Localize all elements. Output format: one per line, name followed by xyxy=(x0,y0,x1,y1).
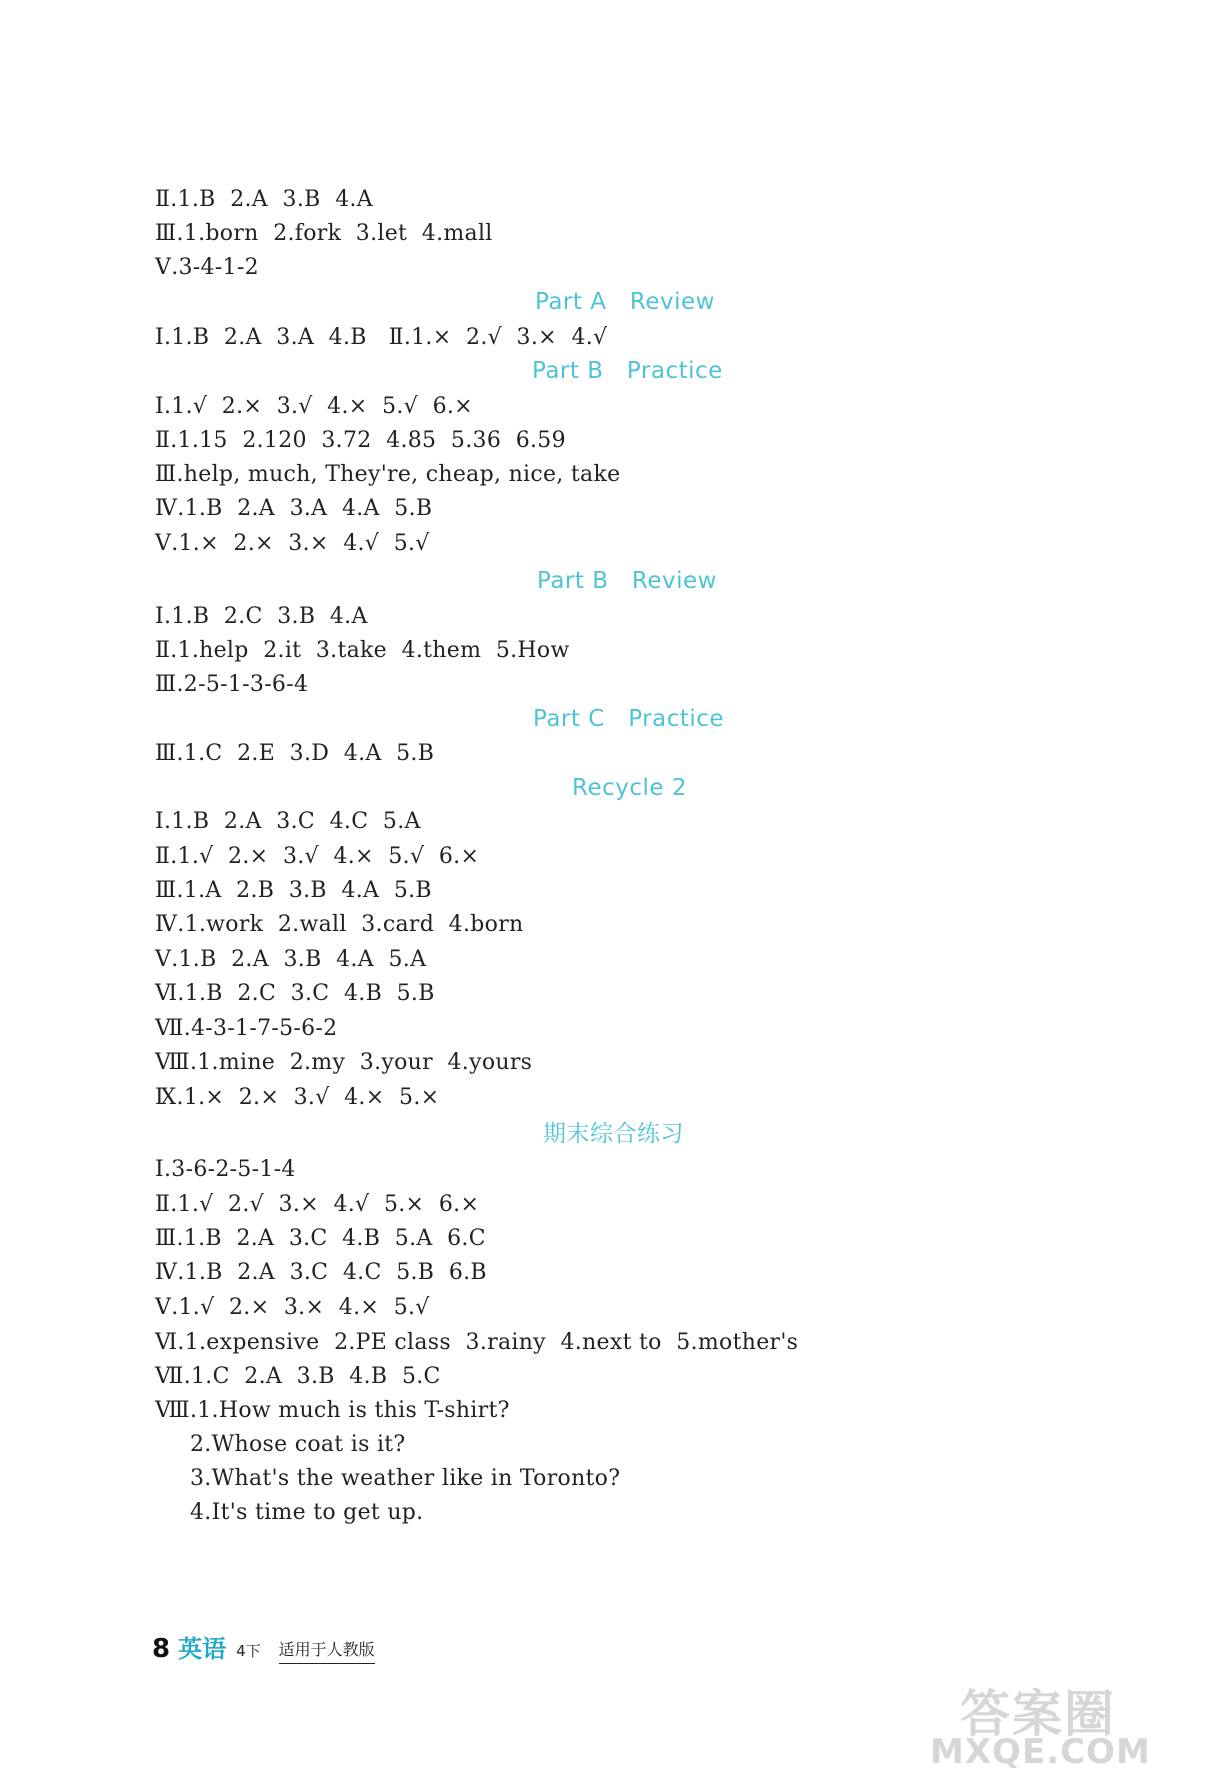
answer-line: Ⅲ.help, much, They're, cheap, nice, take xyxy=(155,462,621,487)
section-heading: 期末综合练习 xyxy=(543,1121,684,1147)
section-heading: Part C Practice xyxy=(533,706,725,732)
answer-line: Ⅰ.3-6-2-5-1-4 xyxy=(155,1157,296,1182)
answer-line: Ⅰ.1.B 2.C 3.B 4.A xyxy=(155,604,368,629)
watermark xyxy=(920,1674,1210,1784)
edition-label: 适用于人教版 xyxy=(279,1637,375,1664)
answer-line: 2.Whose coat is it? xyxy=(190,1432,406,1457)
answer-line: Ⅳ.1.work 2.wall 3.card 4.born xyxy=(155,912,524,937)
answer-line: Ⅴ.1.× 2.× 3.× 4.√ 5.√ xyxy=(155,531,430,556)
answer-line: Ⅲ.1.C 2.E 3.D 4.A 5.B xyxy=(155,741,435,766)
answer-line: Ⅷ.1.mine 2.my 3.your 4.yours xyxy=(155,1050,533,1075)
watermark-logo: 答案圈 xyxy=(960,1685,1116,1743)
answer-line: Ⅰ.1.B 2.A 3.C 4.C 5.A xyxy=(155,809,421,834)
answer-line: Ⅰ.1.B 2.A 3.A 4.B Ⅱ.1.× 2.√ 3.× 4.√ xyxy=(155,325,608,350)
answer-line: Ⅸ.1.× 2.× 3.√ 4.× 5.× xyxy=(155,1085,440,1110)
answer-line: Ⅲ.1.A 2.B 3.B 4.A 5.B xyxy=(155,878,432,903)
answer-line: Ⅴ.1.B 2.A 3.B 4.A 5.A xyxy=(155,947,427,972)
answer-line: Ⅱ.1.15 2.120 3.72 4.85 5.36 6.59 xyxy=(155,428,566,453)
answer-line: Ⅵ.1.expensive 2.PE class 3.rainy 4.next to 5.mother's xyxy=(155,1330,799,1355)
answer-line: Ⅶ.4-3-1-7-5-6-2 xyxy=(155,1016,338,1041)
answer-line: Ⅱ.1.B 2.A 3.B 4.A xyxy=(155,187,373,212)
answer-line: Ⅲ.1.B 2.A 3.C 4.B 5.A 6.C xyxy=(155,1226,486,1251)
grade-label: 4下 xyxy=(236,1642,261,1660)
answer-line: Ⅰ.1.√ 2.× 3.√ 4.× 5.√ 6.× xyxy=(155,394,473,419)
page-number: 8 xyxy=(152,1634,171,1664)
watermark-url: MXQE.COM xyxy=(930,1732,1151,1772)
section-heading: Recycle 2 xyxy=(572,775,687,801)
answer-line: Ⅲ.2-5-1-3-6-4 xyxy=(155,672,309,697)
answer-line: 4.It's time to get up. xyxy=(190,1500,424,1525)
answer-line: Ⅲ.1.born 2.fork 3.let 4.mall xyxy=(155,221,493,246)
answer-line: Ⅳ.1.B 2.A 3.C 4.C 5.B 6.B xyxy=(155,1260,487,1285)
answer-line: Ⅱ.1.√ 2.√ 3.× 4.√ 5.× 6.× xyxy=(155,1192,480,1217)
answer-line: Ⅱ.1.√ 2.× 3.√ 4.× 5.√ 6.× xyxy=(155,844,480,869)
answer-line: Ⅴ.1.√ 2.× 3.× 4.× 5.√ xyxy=(155,1295,430,1320)
answer-line: Ⅶ.1.C 2.A 3.B 4.B 5.C xyxy=(155,1364,441,1389)
section-heading: Part B Review xyxy=(537,568,717,594)
answer-line: 3.What's the weather like in Toronto? xyxy=(190,1466,621,1491)
answer-line: Ⅷ.1.How much is this T-shirt? xyxy=(155,1398,510,1423)
answer-line: Ⅳ.1.B 2.A 3.A 4.A 5.B xyxy=(155,496,433,521)
page-footer xyxy=(152,1630,375,1664)
section-heading: Part A Review xyxy=(535,289,715,315)
answer-line: Ⅱ.1.help 2.it 3.take 4.them 5.How xyxy=(155,638,570,663)
answer-line: Ⅴ.3-4-1-2 xyxy=(155,255,259,280)
section-heading: Part B Practice xyxy=(532,358,723,384)
answer-line: Ⅵ.1.B 2.C 3.C 4.B 5.B xyxy=(155,981,435,1006)
subject-label: 英语 xyxy=(178,1635,227,1663)
